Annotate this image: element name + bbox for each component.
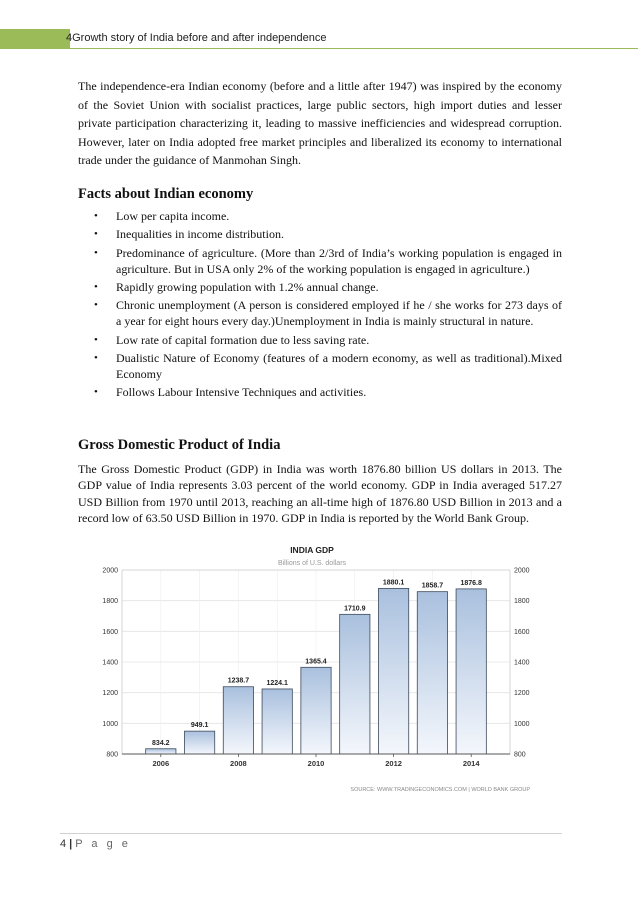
bar-label-2007: 949.1 — [190, 722, 209, 730]
list-item — [78, 385, 562, 401]
y-axis-right — [514, 568, 530, 759]
bullet-icon: • — [94, 333, 98, 346]
bar-label-2013: 1858.7 — [421, 582, 444, 590]
list-item-text: Inequalities in income distribution. — [116, 227, 284, 242]
india-gdp-chart — [74, 540, 560, 798]
x-tick-2010: 2010 — [307, 759, 325, 768]
y-tick-left-2000: 2000 — [102, 567, 118, 575]
bullet-icon: • — [94, 280, 98, 293]
bar-2014 — [456, 589, 486, 754]
gdp-heading: Gross Domestic Product of India — [78, 437, 281, 453]
footer-separator: | — [69, 838, 73, 850]
y-tick-right-2000: 2000 — [514, 567, 530, 575]
chart-source: SOURCE: WWW.TRADINGECONOMICS.COM | WORLD BANK GROUP — [350, 787, 530, 793]
list-item — [78, 209, 562, 225]
list-item — [78, 351, 562, 383]
y-tick-right-1200: 1200 — [514, 690, 530, 698]
header-rule — [70, 48, 638, 49]
bar-2013 — [417, 592, 447, 754]
bar-2006 — [146, 749, 176, 754]
page-footer — [60, 838, 131, 850]
y-axis-left — [102, 568, 118, 759]
bar-label-2008: 1238.7 — [227, 677, 250, 685]
header-accent-block — [0, 29, 73, 49]
bullet-icon: • — [94, 299, 98, 312]
header-text — [66, 32, 327, 44]
bar-label-2011: 1710.9 — [344, 605, 366, 613]
y-tick-right-1800: 1800 — [514, 598, 530, 606]
gdp-paragraph: The Gross Domestic Product (GDP) in India was worth 1876.80 billion US dollars in 2013. The GDP value of India represents 3.03 percent of the world economy. GDP in India averaged 517.27 USD Billion from 1970 until 2013, reaching an all-time high of 1876.80 USD Billion in 2013 and a record low of 63.50 USD Billion in 1970. GDP in India is reported by the World Bank Group. — [78, 462, 562, 526]
footer-page-number: 4 — [60, 838, 67, 850]
list-item — [78, 298, 562, 330]
footer-rule — [60, 833, 562, 834]
list-item-text: Low per capita income. — [116, 209, 230, 223]
list-item — [78, 333, 562, 349]
bar-label-2010: 1365.4 — [305, 658, 327, 666]
facts-heading: Facts about Indian economy — [78, 186, 254, 202]
header-title: Growth story of India before and after independence — [72, 32, 327, 44]
x-tick-2012: 2012 — [385, 759, 402, 768]
footer-page-label: P a g e — [75, 838, 131, 850]
y-tick-right-1600: 1600 — [514, 628, 530, 636]
list-item-text: Rapidly growing population with 1.2% annual change. — [116, 279, 379, 294]
list-item — [78, 246, 562, 278]
y-tick-right-800: 800 — [514, 751, 526, 759]
y-tick-left-1000: 1000 — [102, 720, 118, 728]
bar-2008 — [223, 687, 253, 754]
bullet-icon: • — [94, 386, 98, 399]
y-tick-left-1200: 1200 — [102, 690, 118, 698]
bar-label-2014: 1876.8 — [460, 579, 482, 587]
y-tick-right-1000: 1000 — [514, 720, 530, 728]
bullet-icon: • — [94, 210, 98, 222]
list-item-text: Dualistic Nature of Economy (features of a modern economy, as well as traditional).Mixed Economy — [116, 350, 562, 381]
bar-label-2006: 834.2 — [152, 739, 170, 747]
x-tick-2008: 2008 — [230, 759, 247, 768]
list-item-text: Chronic unemployment (A person is considered employed if he / she works for 273 days of a year for eight hours every day.)Unemployment in India is mainly structural in nature. — [116, 298, 562, 329]
chart-subtitle: Billions of U.S. dollars — [277, 560, 347, 567]
list-item-text: Low rate of capital formation due to less saving rate. — [116, 332, 370, 347]
list-item-text: Follows Labour Intensive Techniques and activities. — [116, 385, 367, 400]
list-item-text: Predominance of agriculture. (More than 2/3rd of India’s working population is engaged in agriculture. But in USA only 2% of the working population is engaged in agriculture.) — [116, 245, 562, 276]
page-header — [0, 29, 638, 49]
bar-2007 — [184, 731, 214, 754]
bullet-icon: • — [94, 351, 98, 364]
bullet-icon: • — [94, 228, 98, 241]
intro-paragraph: The independence-era Indian economy (before and a little after 1947) was inspired by the economy of the Soviet Union with socialist practices, large public sectors, high import duties and lesser private participation characterizing it, leading to massive inefficiencies and widespread corruption. However, later on India adopted free market principles and liberalized its economy to international trade under the guidance of Manmohan Singh. — [78, 79, 562, 168]
bar-label-2012: 1880.1 — [382, 579, 405, 587]
list-item — [78, 280, 562, 296]
y-tick-right-1400: 1400 — [514, 659, 530, 667]
x-tick-2014: 2014 — [462, 759, 480, 768]
chart-title: INDIA GDP — [290, 545, 334, 555]
header-page-number: 4 — [66, 32, 73, 44]
y-tick-left-1400: 1400 — [102, 659, 118, 667]
facts-list — [78, 209, 562, 404]
bar-2009 — [262, 689, 292, 754]
y-tick-left-1600: 1600 — [102, 628, 118, 636]
x-axis — [122, 754, 510, 768]
bullet-icon: • — [94, 246, 98, 259]
list-item — [78, 227, 562, 243]
y-tick-left-1800: 1800 — [102, 598, 118, 606]
bar-2010 — [301, 667, 331, 754]
bar-2012 — [378, 588, 408, 754]
x-tick-2006: 2006 — [152, 759, 170, 768]
bar-label-2009: 1224.1 — [266, 679, 288, 687]
bar-2011 — [340, 614, 370, 754]
y-tick-left-800: 800 — [106, 751, 118, 759]
